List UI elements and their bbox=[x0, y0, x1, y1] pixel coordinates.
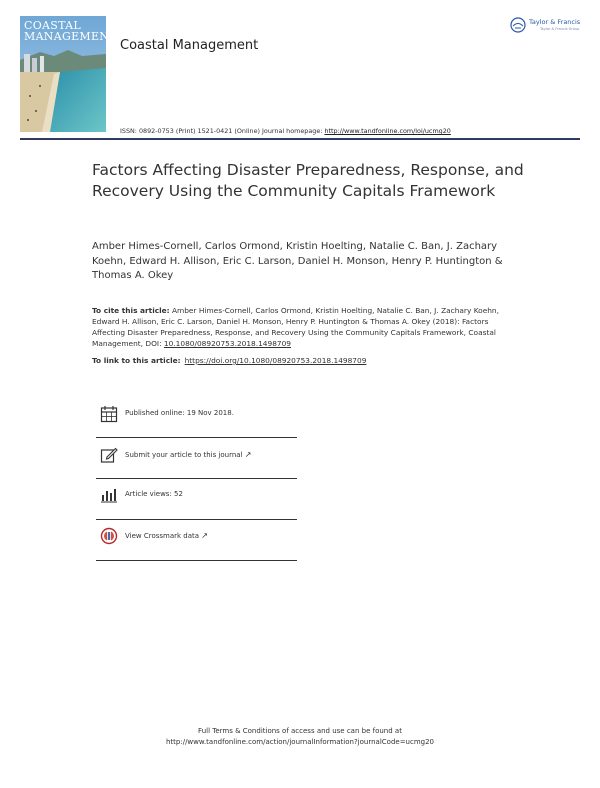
article-link-label: To link to this article: bbox=[92, 356, 181, 365]
citation-text: Amber Himes-Cornell, Carlos Ormond, Kristin Hoelting, Natalie C. Ban, J. Zachary Koehn, Edward H. Allison, Eric C. Larson, Daniel H. Monson, Henry P. Huntington & Thomas A. Okey (2018): Factors Affecting Disaster Preparedness, Response, and Recovery Using the Community Capitals Framework, Coastal Management, DOI: bbox=[92, 306, 499, 348]
published-row bbox=[100, 405, 300, 425]
crossmark-text: View Crossmark data ↗ bbox=[125, 531, 208, 540]
info-divider bbox=[96, 437, 297, 438]
publisher-logo[interactable] bbox=[510, 16, 586, 36]
bar-chart-icon bbox=[100, 486, 118, 504]
citation-label: To cite this article: bbox=[92, 306, 170, 315]
footer-terms-link[interactable]: http://www.tandfonline.com/action/journalInformation?journalCode=ucmg20 bbox=[165, 738, 435, 746]
journal-homepage-link[interactable]: http://www.tandfonline.com/loi/ucmg20 bbox=[324, 127, 451, 135]
header-divider bbox=[20, 138, 580, 140]
crossmark-icon bbox=[100, 527, 118, 545]
article-link-line bbox=[92, 356, 366, 365]
article-views-text: Article views: 52 bbox=[125, 490, 183, 498]
cover-title: COASTAL MANAGEMENT bbox=[24, 19, 117, 43]
info-divider bbox=[96, 519, 297, 520]
footer-terms-text: Full Terms & Conditions of access and use can be found at bbox=[198, 727, 402, 735]
citation-block bbox=[92, 305, 517, 349]
external-link-icon: ↗ bbox=[201, 531, 208, 540]
info-divider bbox=[96, 560, 297, 561]
article-title: Factors Affecting Disaster Preparedness, Response, and Recovery Using the Community Capitals Framework bbox=[92, 161, 524, 200]
issn-line bbox=[120, 127, 451, 135]
published-date: Published online: 19 Nov 2018. bbox=[125, 409, 234, 417]
info-divider bbox=[96, 478, 297, 479]
citation-doi-link[interactable]: 10.1080/08920753.2018.1498709 bbox=[163, 339, 292, 348]
submit-article-link[interactable] bbox=[100, 446, 300, 466]
publisher-logo-group: Taylor & Francis Group bbox=[540, 27, 580, 31]
article-authors: Amber Himes-Cornell, Carlos Ormond, Kristin Hoelting, Natalie C. Ban, J. Zachary Koehn, Edward H. Allison, Eric C. Larson, Daniel H. Monson, Henry P. Huntington & Thomas A. Okey bbox=[92, 241, 503, 281]
journal-name: Coastal Management bbox=[120, 38, 259, 53]
edit-icon bbox=[100, 446, 118, 464]
publisher-logo-icon bbox=[510, 17, 526, 33]
calendar-icon bbox=[100, 405, 118, 423]
external-link-icon: ↗ bbox=[244, 450, 252, 459]
article-link-url[interactable]: https://doi.org/10.1080/08920753.2018.1498709 bbox=[184, 356, 367, 365]
publisher-logo-name: Taylor & Francis bbox=[529, 18, 581, 26]
issn-text: ISSN: 0892-0753 (Print) 1521-0421 (Online) Journal homepage: bbox=[120, 127, 325, 135]
crossmark-link[interactable] bbox=[100, 527, 300, 547]
submit-article-text: Submit your article to this journal ↗ bbox=[125, 450, 252, 459]
article-views-link[interactable] bbox=[100, 486, 300, 506]
footer bbox=[0, 726, 600, 748]
journal-cover bbox=[20, 16, 117, 132]
